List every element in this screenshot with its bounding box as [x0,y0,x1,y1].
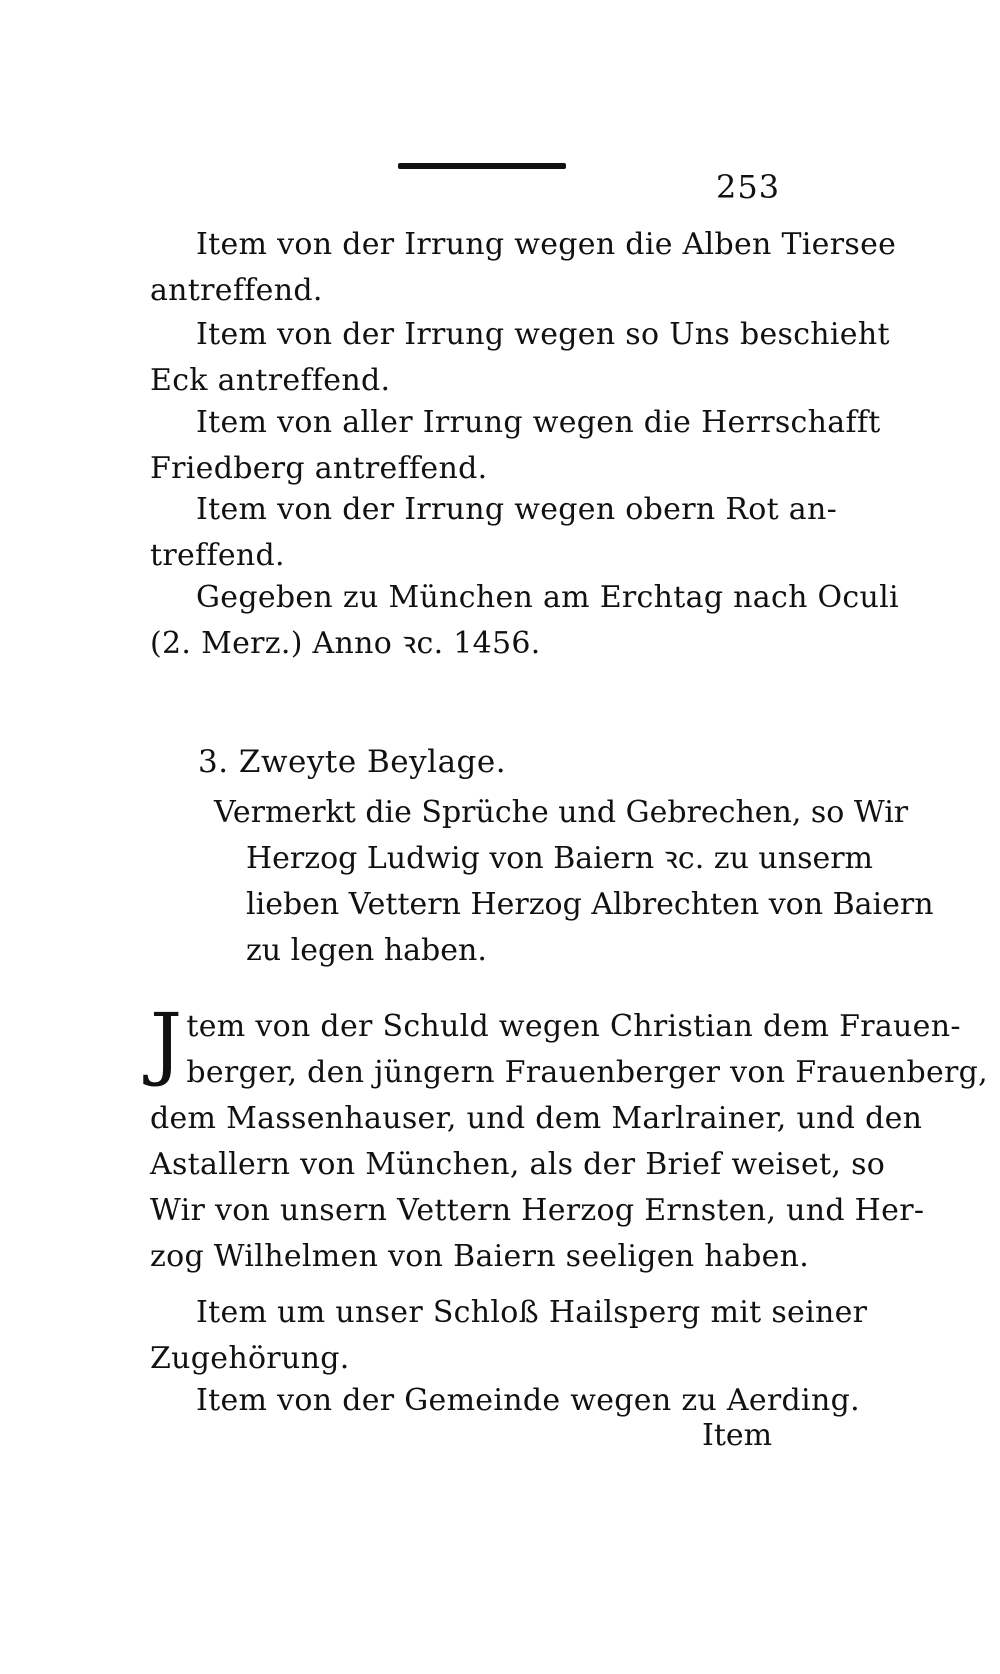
text-line: treffend. [150,538,285,573]
paragraph-irrung-friedberg [150,400,881,492]
text-line: antreffend. [150,273,323,308]
page-number: 253 [716,168,781,206]
summary-line: Vermerkt die Sprüche und Gebrechen, so Wir [214,795,909,830]
text-line: berger, den jüngern Frauenberger von Frauenberg, [186,1055,988,1090]
text-line: dem Massenhauser, und dem Marlrainer, und den [150,1101,923,1136]
text-line: Eck antreffend. [150,363,391,398]
section-heading: 3. Zweyte Beylage. [198,744,507,780]
text-line: tem von der Schuld wegen Christian dem Frauen- [186,1009,961,1044]
paragraph-schuld [150,996,988,1280]
text-line: Item von der Irrung wegen so Uns beschieht [196,317,890,352]
drop-cap: J [150,996,183,1089]
text-line: Friedberg antreffend. [150,451,488,486]
text-line: Item von der Irrung wegen die Alben Tiersee [196,227,897,262]
catchword: Item [702,1418,773,1453]
summary-line: zu legen haben. [246,933,487,968]
text-line: Gegeben zu München am Erchtag nach Oculi [196,580,899,615]
text-line: (2. Merz.) Anno ꝛc. 1456. [150,626,541,661]
text-line: Zugehörung. [150,1341,350,1376]
section-summary [214,790,934,974]
paragraph-irrung-alben-tiersee [150,222,897,314]
paragraph-irrung-eck [150,312,890,404]
paragraph-hailsperg [150,1290,868,1382]
paragraph-irrung-obern-rot [150,487,838,579]
text-line: Item von der Irrung wegen obern Rot an- [196,492,838,527]
summary-line: Herzog Ludwig von Baiern ꝛc. zu unserm [246,841,874,876]
header-rule [398,163,566,169]
text-line: Item von der Gemeinde wegen zu Aerding. [196,1383,860,1418]
summary-line: lieben Vettern Herzog Albrechten von Baiern [246,887,934,922]
text-line: Item um unser Schloß Hailsperg mit seiner [196,1295,868,1330]
text-line: Astallern von München, als der Brief weiset, so [150,1147,886,1182]
text-line: zog Wilhelmen von Baiern seeligen haben. [150,1239,810,1274]
text-line: Item von aller Irrung wegen die Herrschafft [196,405,881,440]
text-line: Wir von unsern Vettern Herzog Ernsten, und Her- [150,1193,925,1228]
paragraph-dating-clause [150,575,899,667]
